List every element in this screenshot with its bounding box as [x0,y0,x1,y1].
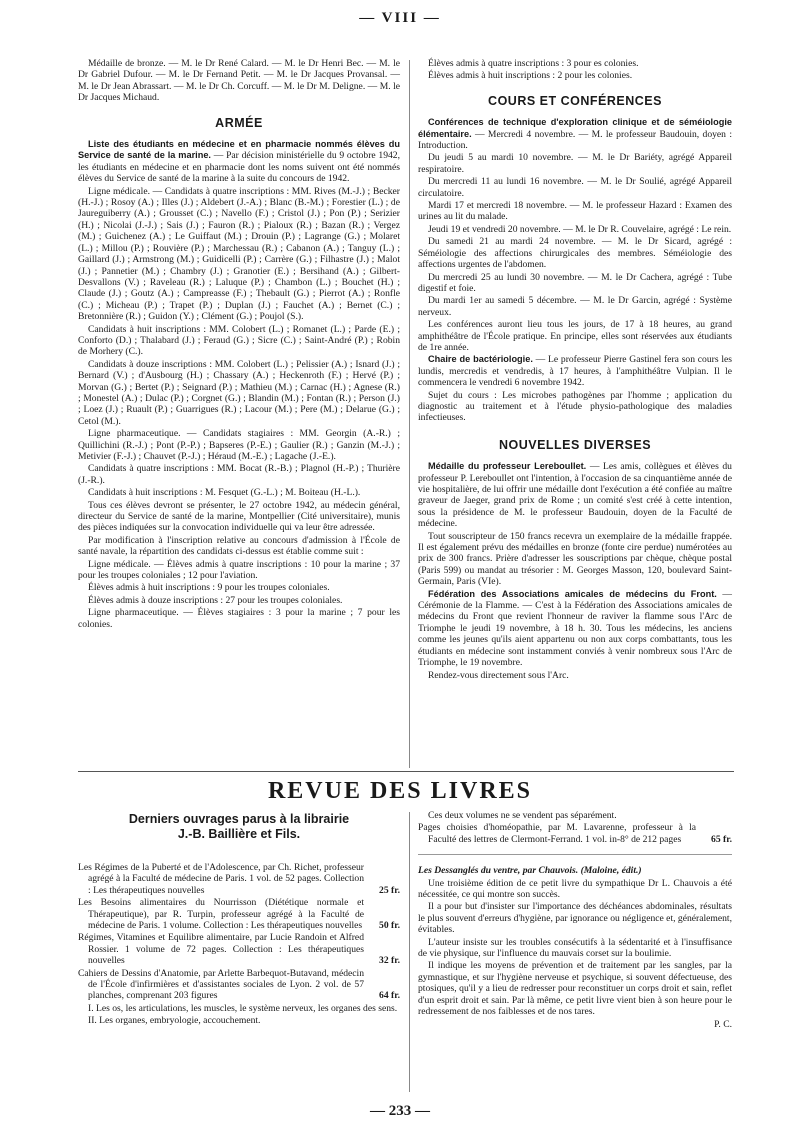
repartition-1: Ligne médicale. — Élèves admis à quatre inscriptions : 10 pour la marine ; 37 pour les troupes coloniales ; 12 pour l'aviation. [78,558,400,582]
book-4-volume-i: I. Les os, les articulations, les muscles, le système nerveux, les organes des sens. [88,1002,398,1014]
book-entry-3: Régimes, Vitamines et Equilibre alimentaire, par Lucie Randoin et Alfred Rossier. 1 volume de 72 pages. Collection : Les thérapeutiques nouvelles 32 fr. [78,932,400,967]
review-paragraph-4: Il indique les moyens de prévention et de traitement par les sangles, par la gymnastique, et sur l'hygiène nerveuse et psychique, si souvent défectueuse, des ptosiques, qu'il y a lieu de redresser pour reconstituer un corps droit et sain, reflet d'un esprit droit et sain. Par là même, ce petit livre vient bien à son heure pour le redressement de nos faiblesses et de nos tares. [418,960,732,1018]
ligne-medicale-12: Candidats à douze inscriptions : MM. Colobert (L.) ; Pelissier (A.) ; Isnard (J.) ; Bernard (V.) ; d'Ausbourg (H.) ; Chassary (A.) ; Heckenroth (F.) ; Hervé (P.) ; Morvan (G.) ; Bertet (P.) ; Seignard (P.) ; Mathieu (M.) ; Carnac (H.) ; Agnese (R.) ; Monestel (A.) ; Dulac (P.) ; Corgnet (G.) ; Blandin (M.) ; Fontan (R.) ; Person (J.) ; Loez (J.) ; Ruault (P.) ; Guarrigues (R.) ; Lacour (M.) ; Pere (M.) ; Delarue (G.) ; Cetol (M.). [78,358,400,427]
review-title: Les Dessanglés du ventre, par Chauvois. (Maloine, édit.) [418,865,642,877]
federation-bold: Fédération des Associations amicales de médecins du Front. [428,588,717,599]
column-divider-bottom [409,812,410,1092]
conferences-lead-rest: — Mercredi 4 novembre. — M. le professeur Baudouin, doyen : Introduction. [418,128,732,152]
conference-1: Du jeudi 5 au mardi 10 novembre. — M. le Dr Bariéty, agrégé Appareil respiratoire. [418,152,732,175]
medaille-bronze-paragraph: Médaille de bronze. — M. le Dr René Calard. — M. le Dr Henri Bec. — M. le Dr Gabriel Dufour. — M. le Dr Fernand Petit. — M. le Dr Jacques Provansal. — M. le Dr Jean Abrassart. — M. le Dr Ch. Corcuff. — M. le Dr M. Deligne. — M. le Dr Jacques Michaud. [78,58,400,104]
ligne-pharma-4: Candidats à quatre inscriptions : MM. Bocat (R.-B.) ; Plagnol (H.-P.) ; Thurière (J.-R.). [78,463,400,486]
book-4-volume-ii: II. Les organes, embryologie, accouchement. [88,1015,261,1027]
armee-lead-bold: Liste des étudiants en médecine et en pharmacie nommés élèves du Service de santé de la marine. [78,139,400,161]
conference-5: Du samedi 21 au mardi 24 novembre. — M. le Dr Sicard, agrégé : Séméiologie des affections chirurgicales des membres. Séméiologie des affections urgentes de l'abdomen. [418,236,732,271]
review-signature: P. C. [714,1018,732,1030]
column-divider-top [409,60,410,768]
right-bottom-column [418,810,732,1030]
conference-2: Du mercredi 11 au lundi 16 novembre. — M. le Dr Soulié, agrégé Appareil circulatoire. [418,176,732,199]
repartition-3: Élèves admis à douze inscriptions : 27 pour les troupes coloniales. [88,594,343,606]
armee-lead [78,139,400,185]
book-price-homeopathie: 65 fr. [711,833,732,845]
conference-7: Du mardi 1er au samedi 5 décembre. — M. le Dr Garcin, agrégé : Système nerveux. [418,295,732,318]
eleves-8-inscriptions: Élèves admis à huit inscriptions : 2 pour les colonies. [428,70,633,82]
book-entry-2: Les Besoins alimentaires du Nourrisson (Diététique normale et Thérapeutique), par R. Turpin, professeur agrégé à la Faculté de médecine de Paris. 1 volume. Collection : Les thérapeutiques nouvelles 50 fr. [78,897,400,932]
librairie-heading [78,812,400,842]
federation-rest: — Cérémonie de la Flamme. — C'est à la Fédération des Associations amicales de médecins du Front que revient l'honneur de raviver la flamme sous l'Arc de Triomphe le jeudi 19 novembre, à 18 h. 30. Tous les médecins, les anciens comme les jeunes qu'ils aient appartenu ou non aux corps combattants, tous les étudiants en médecine sont instamment conviés à venir nombreux sous l'Arc de Triomphe, le 19 novembre. [418,588,732,669]
ligne-medicale-8: Candidats à huit inscriptions : MM. Colobert (L.) ; Romanet (L.) ; Parde (E.) ; Conforto (D.) ; Thalabard (J.) ; Feraud (G.) ; Sicre (C.) ; Saint-André (P.) ; Robin de Morhery (C.). [78,323,400,358]
conference-4: Jeudi 19 et vendredi 20 novembre. — M. le Dr R. Couvelaire, agrégé : Le rein. [428,223,732,235]
conferences-lead-bold: Conférences de technique d'exploration clinique et de séméiologie élémentaire. [418,117,732,139]
book-price-4: 64 fr. [379,990,400,1002]
review-paragraph-3: L'auteur insiste sur les troubles consécutifs à la sédentarité et à l'insuffisance de vie physique, sur l'influence du mauvais corset sur la boulimie. [418,936,732,960]
book-price-2: 50 fr. [379,920,400,932]
sujet-du-cours: Sujet du cours : Les microbes pathogènes par l'homme ; application du diagnostic au traitement et à l'étude physio-pathologique des maladies infectieuses. [418,389,732,424]
horizontal-rule [78,771,734,772]
conference-8: Les conférences auront lieu tous les jours, de 17 à 18 heures, au grand amphithéâtre de l'École pratique. En principe, elles sont réservées aux étudiants de 1re année. [418,319,732,353]
eleves-4-inscriptions: Élèves admis à quatre inscriptions : 3 pour es colonies. [428,58,639,69]
revue-des-livres-title: REVUE DES LIVRES [267,778,533,804]
book-entry-homeopathie: Pages choisies d'homéopathie, par M. Lavarenne, professeur à la Faculté des lettres de Clermont-Ferrand. 1 vol. in-8° de 212 pages 65 fr. [418,822,732,845]
book-price-3: 32 fr. [379,955,400,967]
conferences-lead [418,117,732,151]
ligne-pharma-stagiaires: Ligne pharmaceutique. — Candidats stagiaires : MM. Georgin (A.-R.) ; Quillichini (R.-J.) ; Pont (P.-P.) ; Bapseres (P.-E.) ; Gaulier (R.) ; Ganzin (M.-J.) ; Metivier (F.-J.) ; Chauvet (P.-J.) ; Héraud (M.-E.) ; Lagache (J.-E.). [78,428,400,462]
medaille-lereboullet [418,461,732,529]
review-paragraph-1: Une troisième édition de ce petit livre du sympathique Dr L. Chauvois a été nécessitée, ce qui montre son succès. [418,877,732,901]
cours-title: COURS ET CONFÉRENCES [488,93,662,108]
page-number: — 233 — [370,1103,430,1119]
ligne-pharma-8: Candidats à huit inscriptions : M. Fesquet (G.-L.) ; M. Boiteau (H.-L.). [88,487,361,499]
conference-6: Du mercredi 25 au lundi 30 novembre. — M. le Dr Cachera, agrégé : Tube digestif et foie. [418,271,732,294]
book-entry-4: Cahiers de Dessins d'Anatomie, par Arlette Barbequot-Butavand, médecin de l'École d'infirmières et d'assistantes sociales de Lyon. 2 vol. de 57 planches, comprenant 203 figures 64 fr. [78,967,400,1002]
chaire-rest: — Le professeur Pierre Gastinel fera son cours les lundis, mercredis et vendredis, à 17 heures, à l'amphithéâtre Vulpian. Il le commencera le vendredi 6 novembre 1942. [418,354,732,389]
left-bottom-column [78,812,400,1028]
armee-lead-rest: — Par décision ministérielle du 9 octobre 1942, les étudiants en médecine et en pharmacie dont les noms suivent ont été nommés élèves du Service de santé de la marine à la suite du concours de 1942. [78,150,400,185]
nouvelles-title: NOUVELLES DIVERSES [498,437,652,452]
conference-3: Mardi 17 et mercredi 18 novembre. — M. le professeur Hazard : Examen des urines au lit du malade. [418,200,732,223]
page-roman-header: — VIII — [359,10,441,26]
chaire-bold: Chaire de bactériologie. [428,354,533,365]
book-price-1: 25 fr. [379,884,400,896]
right-top-column [418,58,732,682]
souscription-paragraph: Tout souscripteur de 150 francs recevra un exemplaire de la médaille frappée. Il est également prévu des médailles en bronze (fonte cire perdue) numérotées au prix de 300 francs. Prière d'adresser les souscriptions par chèque, chèque postal (Paris 599) ou mandat au trésorier : M. Georges Masson, 120, boulevard Saint-Germain, Paris (VIe). [418,530,732,588]
chaire-bacteriologie [418,354,732,388]
left-top-column [78,58,400,631]
librairie-heading-line-1: Derniers ouvrages parus à la librairie [128,812,350,826]
medaille-bold: Médaille du professeur Lereboullet. [428,461,587,472]
repartition-4: Ligne pharmaceutique. — Élèves stagiaires : 3 pour la marine ; 7 pour les colonies. [78,607,400,630]
review-separator [418,854,732,856]
ligne-medicale-4: Ligne médicale. — Candidats à quatre inscriptions : MM. Rives (M.-J.) ; Becker (H.-J.) ; Rosoy (A.) ; Illes (J.) ; Aldebert (J.-A.) ; Blanc (B.-M.) ; Forestier (L.) ; de Jaureguiberry (A.) ; Grousset (C.) ; Navello (F.) ; Cristol (J.) ; Pon (P.) ; Serizier (H.) ; Nicolai (J.-J.) ; Sais (J.) ; Fauron (R.) ; Pialoux (R.) ; Bazan (R.) ; Vergez (M.) ; Guichenez (A.) ; Le Guiffaut (M.) ; Drouin (P.) ; Lagrange (G.) ; Molaret (L.) ; Millou (P.) ; Rouvière (P.) ; Marchessau (R.) ; Cabanon (A.) ; Tanguy (L.) ; Gaillard (J.) ; Armstrong (M.) ; Guidicelli (P.) ; Carrère (G.) ; Filhastre (J.) ; Malot (J.) ; Pannetier (M.) ; Chambry (J.) ; Granotier (E.) ; Bersihand (A.) ; Gilbert-Desvallons (V.) ; Raveleau (R.) ; Laluque (P.) ; Chambon (L.) ; Bouchet (H.) ; Claude (J.) ; Goutz (A.) ; Campreasse (F.) ; Thebault (G.) ; Pierrot (A.) ; Ronfle (C.) ; Micheau (P.) ; Trapet (P.) ; Duplan (J.) ; Fauchet (A.) ; Bernet (C.) ; Bretonnière (R.) ; Guidon (Y.) ; Clément (G.) ; Poujol (S.). [78,185,400,323]
armee-title: ARMÉE [215,115,263,130]
review-paragraph-2: Il a pour but d'insister sur l'importance des déchéances abdominales, résultats le plus souvent d'erreurs d'hygiène, par ignorance ou négligence et, généralement, évitables. [418,901,732,936]
modification-paragraph: Par modification à l'inscription relative au concours d'admission à l'École de santé navale, la répartition des candidats ci-dessus est établie comme suit : [78,534,400,558]
convocation-paragraph: Tous ces élèves devront se présenter, le 27 octobre 1942, au médecin général, directeur du Service de santé de la marine, Montpellier (Cité universitaire), munis des pièces indiquées sur la convocation individuelle qui va leur être adressée. [78,499,400,534]
rendez-vous: Rendez-vous directement sous l'Arc. [428,669,569,681]
volumes-note: Ces deux volumes ne se vendent pas séparément. [428,810,617,821]
book-entry-1: Les Régimes de la Puberté et de l'Adolescence, par Ch. Richet, professeur agrégé à la Faculté de médecine de Paris. 1 vol. de 52 pages. Collection : Les thérapeutiques nouvelles 25 fr. [78,862,400,896]
federation-paragraph [418,589,732,669]
medaille-rest: — Les amis, collègues et élèves du professeur P. Lereboullet ont l'intention, à l'occasion de sa cinquantième année de vie hospitalière, de lui offrir une médaille dont l'exécution a été confiée au maître graveur de Jaeger, grand prix de Rome ; un comité s'est créé à cette intention, sous la présidence de M. le professeur Baudouin, doyen de la Faculté de médecine. [418,461,732,530]
librairie-heading-line-2: J.-B. Baillière et Fils. [177,827,301,841]
repartition-2: Élèves admis à huit inscriptions : 9 pour les troupes coloniales. [88,582,330,594]
